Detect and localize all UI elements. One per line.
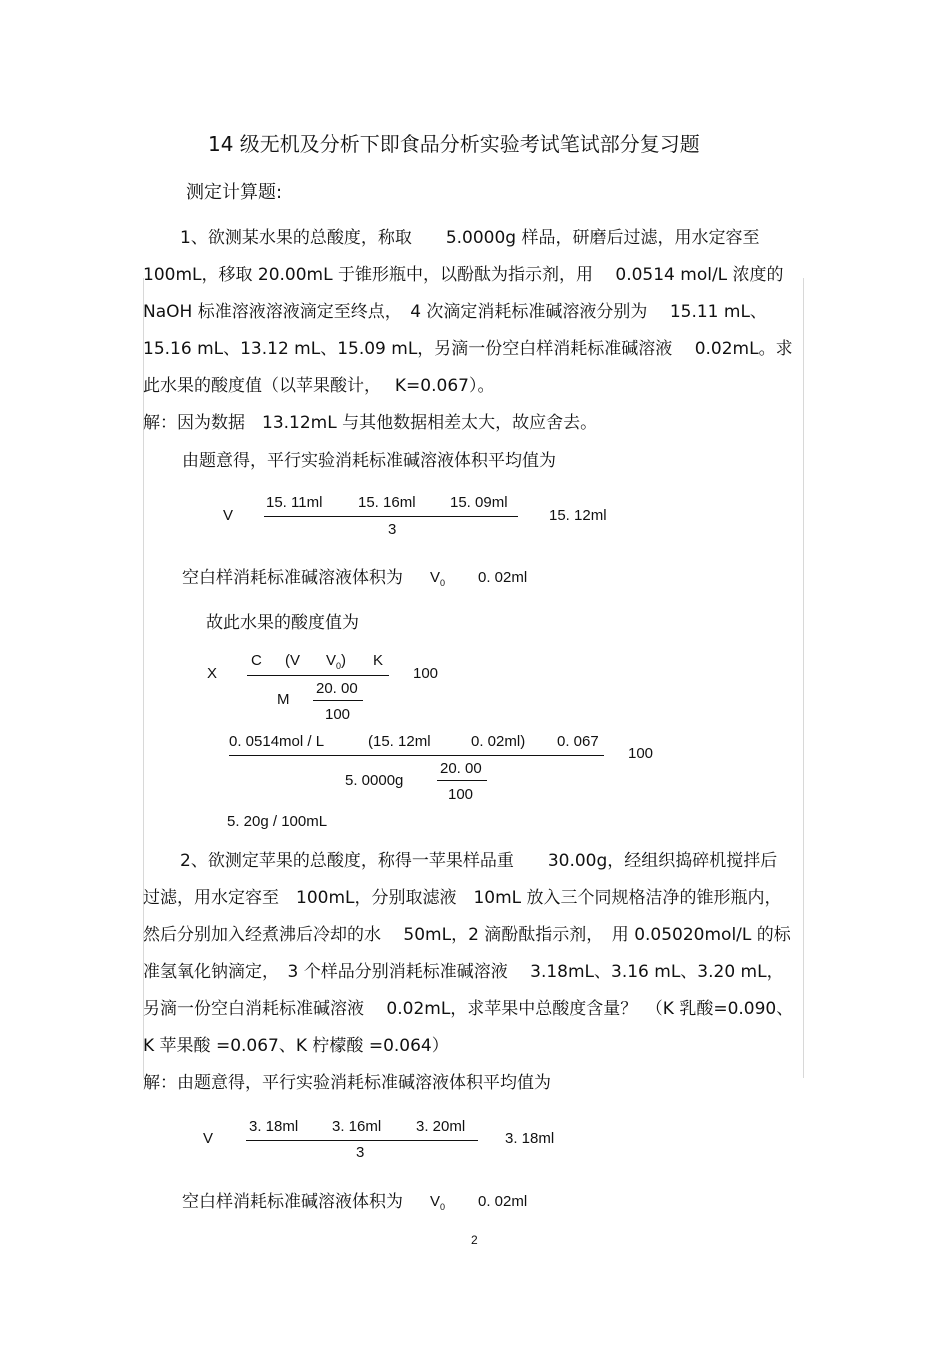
q2-eq-v-lhs: V (203, 1130, 214, 1147)
q2-eq-v-num-2: 3. 16ml (332, 1118, 382, 1135)
eq-x-num-v: (V (285, 652, 300, 669)
page-edge-line (143, 278, 144, 1078)
eq-v-num-3: 15. 09ml (450, 494, 508, 511)
q1-result: 5. 20g / 100mL (227, 813, 328, 830)
eq-x-num-v0 (326, 652, 346, 671)
v-symbol: V (326, 652, 337, 669)
fraction-bar (264, 516, 518, 517)
subscript: 0 (440, 1202, 446, 1212)
paren: ) (341, 652, 347, 669)
acid-intro: 故此水果的酸度值为 (206, 613, 359, 633)
q1-line-4: 15.16 mL、13.12 mL、15.09 mL，另滴一份空白样消耗标准碱溶液 0.02mL。求 (143, 339, 793, 359)
q2-eq-v-rhs: 3. 18ml (505, 1130, 555, 1147)
fraction-bar (246, 1140, 478, 1141)
fraction-bar (313, 700, 363, 701)
q2-line-2: 过滤，用水定容至 100mL，分别取滤液 10mL 放入三个同规格洁净的锥形瓶内， (143, 888, 782, 908)
eq-x-mult: 100 (413, 665, 439, 682)
v-symbol: V (430, 569, 441, 586)
page-number: 2 (471, 1233, 478, 1247)
eq-x2-num-2: (15. 12ml (368, 733, 431, 750)
q2-line-3: 然后分别加入经煮沸后冷却的水 50mL，2 滴酚酞指示剂， 用 0.05020mol/L 的标 (143, 925, 791, 945)
q2-blank-value: 0. 02ml (478, 1193, 528, 1210)
q2-line-4: 准氢氧化钠滴定， 3 个样品分别消耗标准碱溶液 3.18mL、3.16 mL、3.20 mL， (143, 962, 784, 982)
q2-blank-symbol (430, 1193, 445, 1212)
q2-line-1: 2、欲测定苹果的总酸度，称得一苹果样品重 30.00g，经组织捣碎机搅拌后 (180, 851, 778, 871)
eq-v-den: 3 (388, 521, 397, 538)
section-heading: 测定计算题: (186, 182, 283, 203)
eq-v-num-2: 15. 16ml (358, 494, 416, 511)
eq-x-num-k: K (373, 652, 384, 669)
eq-x2-mult: 100 (628, 745, 654, 762)
fraction-bar (437, 780, 487, 781)
eq-x-lhs: X (207, 665, 218, 682)
eq-x2-den-frac-den: 100 (448, 786, 474, 803)
q1-line-3: NaOH 标准溶液溶液滴定至终点， 4 次滴定消耗标准碱溶液分别为 15.11 mL、 (143, 302, 767, 322)
q1-blank-value: 0. 02ml (478, 569, 528, 586)
page-edge-line (803, 278, 804, 1078)
document-title: 14 级无机及分析下即食品分析实验考试笔试部分复习题 (208, 132, 700, 156)
subscript: 0 (440, 578, 446, 588)
eq-x2-num-3: 0. 02ml) (471, 733, 526, 750)
eq-x-den-frac-den: 100 (325, 706, 351, 723)
q2-eq-v-den: 3 (356, 1144, 365, 1161)
q2-line-6: K 苹果酸 =0.067、K 柠檬酸 =0.064） (143, 1036, 449, 1056)
eq-v-lhs: V (223, 507, 234, 524)
q2-blank-text: 空白样消耗标准碱溶液体积为 (182, 1192, 403, 1212)
eq-x2-den-frac-num: 20. 00 (440, 760, 482, 777)
eq-x-num-c: C (251, 652, 262, 669)
q2-solution-line: 解：由题意得，平行实验消耗标准碱溶液体积平均值为 (143, 1073, 551, 1093)
q1-line-5: 此水果的酸度值（以苹果酸计， K=0.067）。 (143, 376, 495, 396)
q1-solution-line-2: 由题意得，平行实验消耗标准碱溶液体积平均值为 (182, 451, 556, 471)
q2-eq-v-num-3: 3. 20ml (416, 1118, 466, 1135)
eq-v-rhs: 15. 12ml (549, 507, 607, 524)
eq-x2-num-4: 0. 067 (557, 733, 599, 750)
eq-x2-num-1: 0. 0514mol / L (229, 733, 325, 750)
q1-solution-line-1: 解：因为数据 13.12mL 与其他数据相差太大，故应舍去。 (143, 413, 598, 433)
q2-line-5: 另滴一份空白消耗标准碱溶液 0.02mL，求苹果中总酸度含量？ （K 乳酸=0.090、 (143, 999, 794, 1019)
v-symbol: V (430, 1193, 441, 1210)
subscript: 0 (336, 661, 342, 671)
q1-line-1: 1、欲测某水果的总酸度，称取 5.0000g 样品，研磨后过滤，用水定容至 (180, 228, 760, 248)
eq-x-den-m: M (277, 691, 290, 708)
eq-x-den-frac-num: 20. 00 (316, 680, 358, 697)
fraction-bar (229, 755, 604, 756)
fraction-bar (247, 675, 389, 676)
q1-line-2: 100mL，移取 20.00mL 于锥形瓶中，以酚酞为指示剂，用 0.0514 mol/L 浓度的 (143, 265, 784, 285)
q1-blank-text: 空白样消耗标准碱溶液体积为 (182, 568, 403, 588)
eq-v-num-1: 15. 11ml (266, 494, 323, 511)
eq-x2-den-g: 5. 0000g (345, 772, 404, 789)
q1-blank-symbol (430, 569, 445, 588)
q2-eq-v-num-1: 3. 18ml (249, 1118, 299, 1135)
